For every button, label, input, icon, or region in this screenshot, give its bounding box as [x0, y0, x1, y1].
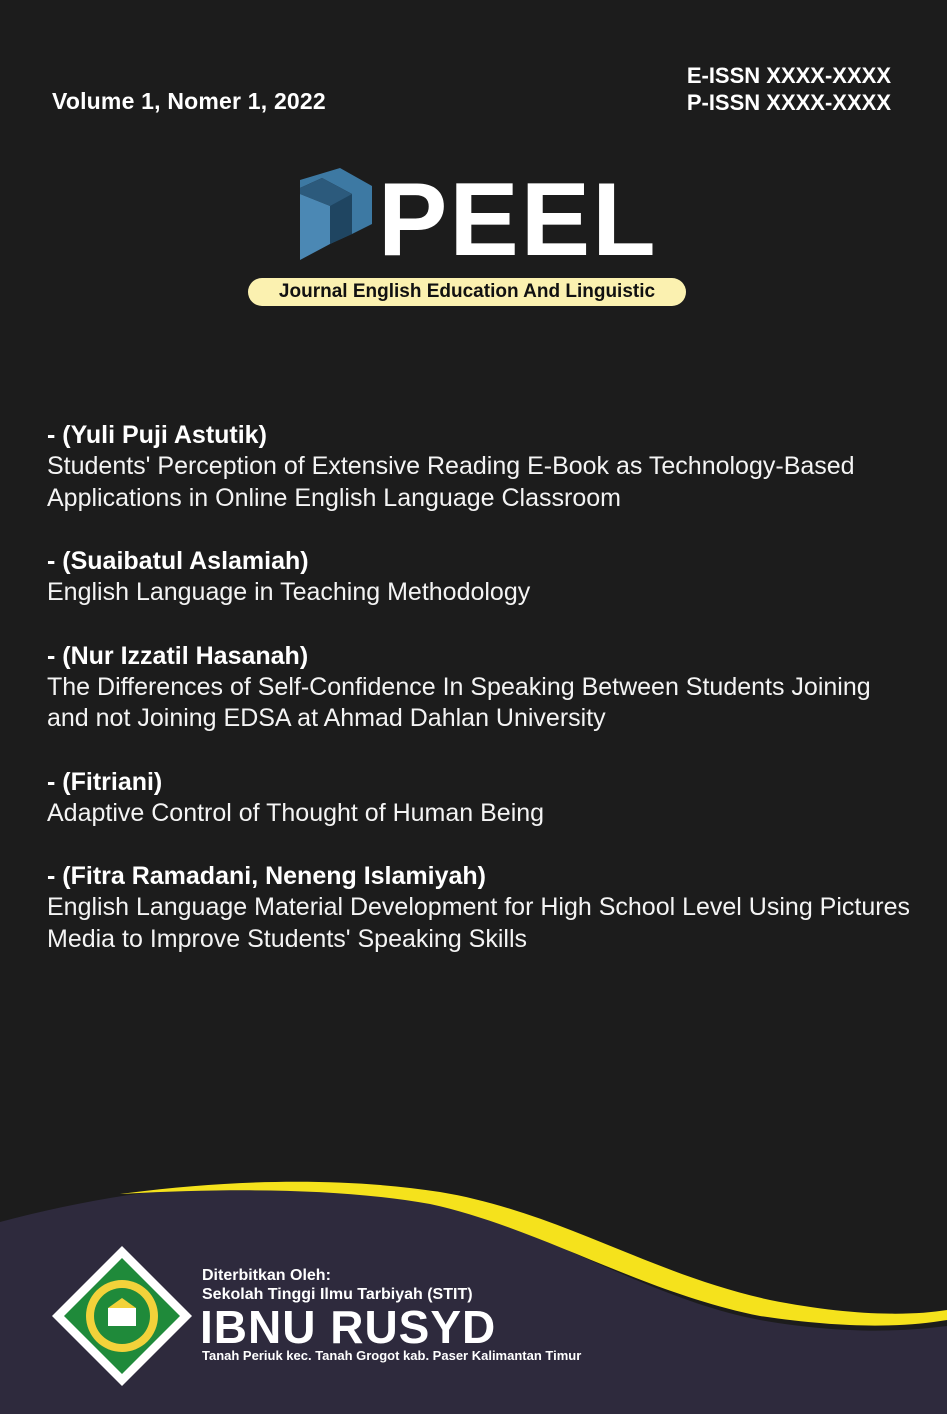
article-author: - (Yuli Puji Astutik)	[47, 421, 267, 449]
article-author: - (Nur Izzatil Hasanah)	[47, 641, 309, 670]
article-item	[47, 767, 917, 830]
article-author: - (Suaibatul Aslamiah)	[47, 547, 309, 575]
stit-ibnu-rusyd-emblem-icon	[52, 1246, 192, 1386]
article-title: English Language Material Development for High School Level Using Pictures Media to Improve Students' Speaking Skills	[47, 893, 910, 953]
article-author: - (Fitriani)	[47, 767, 163, 796]
peel-logo-icon	[292, 168, 378, 264]
journal-name: PEEL	[378, 162, 658, 278]
article-title: The Differences of Self-Confidence In Speaking Between Students Joining and not Joining EDSA at Ahmad Dahlan University	[47, 672, 871, 732]
article-title: English Language in Teaching Methodology	[47, 578, 531, 606]
article-item	[47, 420, 917, 514]
article-list	[47, 420, 917, 987]
publisher-label: Diterbitkan Oleh:	[202, 1267, 331, 1284]
article-item	[47, 546, 917, 609]
pissn: P-ISSN XXXX-XXXX	[686, 90, 891, 115]
volume-issue: Volume 1, Nomer 1, 2022	[52, 88, 326, 114]
publisher-name: IBNU RUSYD	[200, 1301, 497, 1353]
publisher-school: Sekolah Tinggi Ilmu Tarbiyah (STIT)	[202, 1286, 473, 1303]
eissn: E-ISSN XXXX-XXXX	[686, 63, 891, 88]
article-title: Students' Perception of Extensive Reading E-Book as Technology-Based Applications in Online English Language Classroom	[47, 452, 855, 512]
article-item	[47, 641, 917, 735]
article-item	[47, 861, 917, 955]
issn-block	[687, 62, 891, 116]
article-author: - (Fitra Ramadani, Neneng Islamiyah)	[47, 862, 486, 890]
article-title: Adaptive Control of Thought of Human Being	[47, 798, 545, 827]
journal-subtitle: Journal English Education And Linguistic	[248, 278, 686, 306]
publisher-address: Tanah Periuk kec. Tanah Grogot kab. Paser Kalimantan Timur	[202, 1348, 582, 1363]
